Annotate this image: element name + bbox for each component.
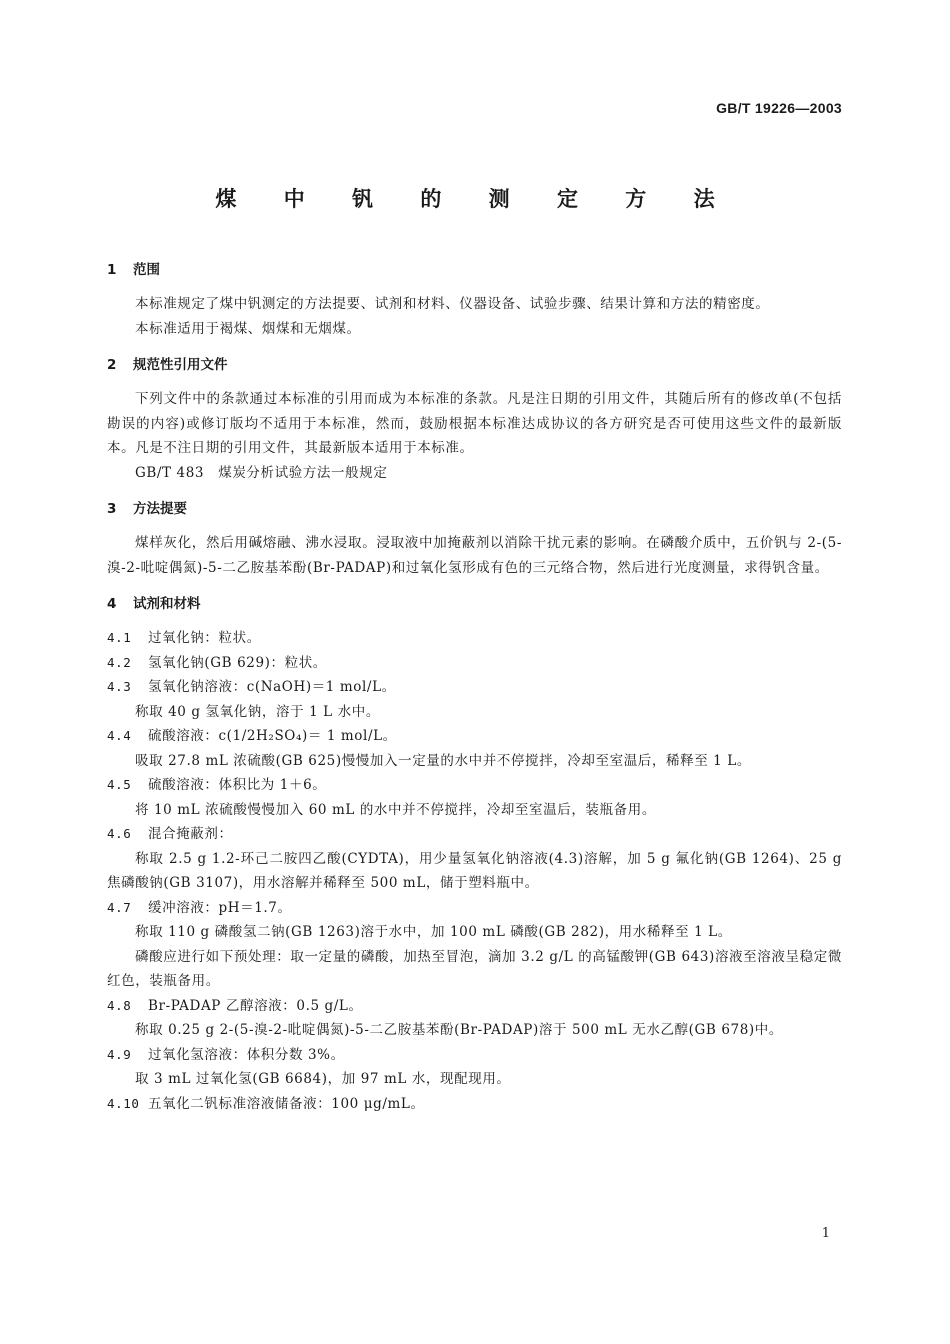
- item-number: 4.10: [107, 1095, 140, 1111]
- paragraph: 本标准规定了煤中钒测定的方法提要、试剂和材料、仪器设备、试验步骤、结果计算和方法的精密度。: [135, 296, 770, 312]
- item-detail: 称取 0.25 g 2-(5-溴-2-吡啶偶氮)-5-二乙胺基苯酚(Br-PADAP)溶于 500 mL 无水乙醇(GB 678)中。: [135, 1022, 783, 1038]
- item-number: 4.9: [107, 1046, 132, 1062]
- section-title: 规范性引用文件: [133, 357, 228, 373]
- reagent-item: [107, 724, 842, 749]
- section-heading: [107, 258, 842, 282]
- item-number: 4.2: [107, 654, 132, 670]
- section-title: 范围: [133, 262, 160, 278]
- document-title: 煤 中 钒 的 测 定 方 法: [215, 187, 735, 211]
- item-text: 五氧化二钒标准溶液储备液：100 μg/mL。: [148, 1095, 425, 1112]
- section-number: 3: [107, 501, 117, 517]
- section-number: 2: [107, 357, 117, 373]
- item-number: 4.5: [107, 777, 132, 792]
- section-heading: [107, 353, 842, 377]
- paragraph: 下列文件中的条款通过本标准的引用而成为本标准的条款。凡是注日期的引用文件，其随后所有的修改单(不包括勘误的内容)或修订版均不适用于本标准，然而，鼓励根据本标准达成协议的各方研究是否可使用这些文件的最新版本。凡是不注日期的引用文件，其最新版本适用于本标准。: [107, 391, 842, 456]
- reagent-item: [107, 626, 842, 651]
- page-number: 1: [821, 1226, 830, 1241]
- item-text: 氢氧化钠(GB 629)：粒状。: [148, 654, 327, 671]
- reagent-item: [107, 773, 842, 798]
- reference-entry: GB/T 483 煤炭分析试验方法一般规定: [135, 464, 388, 481]
- reagent-item: [107, 675, 842, 700]
- section-title: 方法提要: [133, 501, 187, 517]
- item-detail: 称取 2.5 g 1.2-环己二胺四乙酸(CYDTA)，用少量氢氧化钠溶液(4.3)溶解，加 5 g 氟化钠(GB 1264)、25 g 焦磷酸钠(GB 3107)，用水溶解并稀释至 500 mL，储于塑料瓶中。: [107, 850, 842, 891]
- item-text: 过氧化钠：粒状。: [148, 630, 261, 646]
- item-text: 硫酸溶液：体积比为 1＋6。: [148, 777, 327, 793]
- section-title: 试剂和材料: [133, 596, 201, 612]
- item-number: 4.7: [107, 899, 132, 915]
- item-detail: 吸取 27.8 mL 浓硫酸(GB 625)慢慢加入一定量的水中并不停搅拌，冷却至室温后，稀释至 1 L。: [135, 752, 751, 769]
- item-text: Br-PADAP 乙醇溶液：0.5 g/L。: [148, 997, 363, 1014]
- item-detail: 称取 110 g 磷酸氢二钠(GB 1263)溶于水中，加 100 mL 磷酸(GB 282)，用水稀释至 1 L。: [135, 924, 732, 940]
- item-number: 4.8: [107, 997, 132, 1013]
- document-body: [107, 258, 842, 1116]
- item-detail: 称取 40 g 氢氧化钠，溶于 1 L 水中。: [135, 703, 380, 720]
- item-text: 缓冲溶液：pH＝1.7。: [148, 899, 292, 916]
- item-text: 硫酸溶液：c(1/2H₂SO₄)＝ 1 mol/L。: [148, 728, 397, 744]
- section-heading: [107, 592, 842, 616]
- reagent-item: [107, 651, 842, 676]
- item-number: 4.3: [107, 679, 132, 694]
- item-text: 混合掩蔽剂：: [148, 826, 233, 842]
- item-text: 氢氧化钠溶液：c(NaOH)＝1 mol/L。: [148, 679, 396, 695]
- item-number: 4.1: [107, 630, 132, 645]
- section-heading: [107, 497, 842, 521]
- item-detail: 将 10 mL 浓硫酸慢慢加入 60 mL 的水中并不停搅拌，冷却至室温后，装瓶备用。: [135, 801, 656, 818]
- standard-number: GB/T 19226—2003: [716, 100, 842, 116]
- section-number: 4: [107, 596, 117, 612]
- reagent-item: [107, 1092, 842, 1117]
- item-detail: 磷酸应进行如下预处理：取一定量的磷酸，加热至冒泡，滴加 3.2 g/L 的高锰酸钾(GB 643)溶液至溶液呈稳定微红色，装瓶备用。: [107, 948, 842, 989]
- item-detail: 取 3 mL 过氧化氢(GB 6684)，加 97 mL 水，现配现用。: [135, 1071, 511, 1087]
- paragraph: 本标准适用于褐煤、烟煤和无烟煤。: [135, 320, 361, 337]
- item-text: 过氧化氢溶液：体积分数 3%。: [148, 1046, 345, 1063]
- item-number: 4.4: [107, 728, 132, 743]
- item-number: 4.6: [107, 826, 132, 841]
- reagent-item: [107, 1043, 842, 1068]
- reagent-item: [107, 994, 842, 1019]
- reagent-item: [107, 896, 842, 921]
- section-number: 1: [107, 262, 117, 278]
- reagent-item: [107, 822, 842, 847]
- paragraph: 煤样灰化，然后用碱熔融、沸水浸取。浸取液中加掩蔽剂以消除干扰元素的影响。在磷酸介质中，五价钒与 2-(5-溴-2-吡啶偶氮)-5-二乙胺基苯酚(Br-PADAP)和过氧化氢形成有色的三元络合物，然后进行光度测量，求得钒含量。: [107, 535, 842, 576]
